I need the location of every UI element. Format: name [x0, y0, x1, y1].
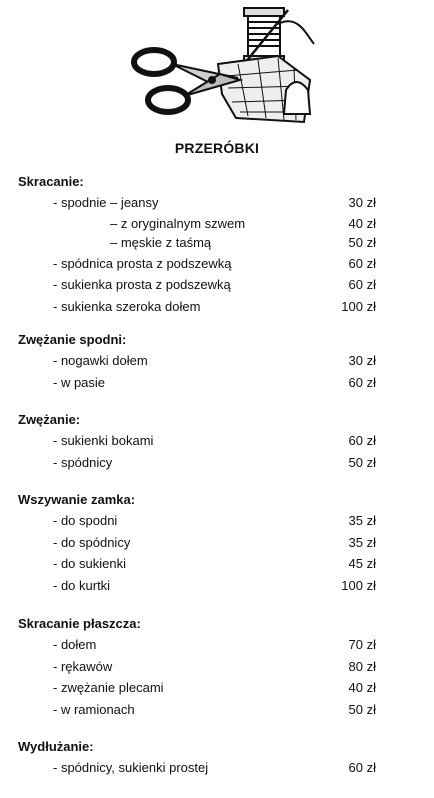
price-row	[18, 233, 388, 253]
service-label: - w pasie	[53, 374, 106, 390]
section-heading: Zwężanie spodni:	[18, 332, 127, 347]
service-price: 60 zł	[348, 433, 376, 448]
price-row	[18, 677, 388, 699]
section-zwezanie-spodni	[18, 330, 388, 393]
service-price: 50 zł	[348, 235, 376, 250]
price-row	[18, 274, 388, 296]
price-row	[18, 553, 388, 575]
service-price: 60 zł	[348, 760, 376, 775]
service-label: - do spodni	[53, 513, 118, 528]
service-label: – z oryginalnym szwem	[110, 215, 246, 231]
service-label: - w ramionach	[53, 701, 135, 717]
service-price: 60 zł	[348, 374, 376, 390]
service-label: - spódnica prosta z podszewką	[53, 255, 232, 271]
service-label: - spódnicy	[53, 454, 113, 470]
section-wydluzanie	[18, 737, 388, 779]
service-price: 40 zł	[348, 680, 376, 695]
service-label: - spódnicy, sukienki prostej	[53, 760, 209, 775]
service-label: - sukienki bokami	[53, 433, 154, 448]
service-label: - sukienka szeroka dołem	[53, 298, 201, 314]
price-row	[18, 214, 388, 234]
price-row	[18, 656, 388, 678]
service-price: 50 zł	[348, 701, 376, 717]
service-price: 60 zł	[348, 277, 376, 292]
service-label: - do spódnicy	[53, 534, 131, 550]
section-heading: Skracanie płaszcza:	[18, 616, 141, 631]
service-label: - spodnie – jeansy	[53, 195, 159, 210]
service-label: - do sukienki	[53, 556, 126, 571]
section-zwezanie	[18, 410, 388, 473]
service-label: - rękawów	[53, 658, 113, 674]
section-heading: Zwężanie:	[18, 412, 81, 427]
section-wszywanie-zamka	[18, 490, 388, 596]
service-price: 40 zł	[348, 215, 376, 231]
price-row	[18, 757, 388, 779]
section-heading: Wszywanie zamka:	[18, 492, 136, 507]
service-label: – męskie z taśmą	[110, 235, 212, 250]
price-row	[18, 350, 388, 372]
service-price: 30 zł	[348, 195, 376, 210]
price-row	[18, 372, 388, 394]
service-price: 30 zł	[348, 353, 376, 368]
service-label: - nogawki dołem	[53, 353, 148, 368]
section-heading: Wydłużanie:	[18, 739, 94, 754]
price-row	[18, 575, 388, 597]
service-price: 80 zł	[348, 658, 376, 674]
price-row	[18, 699, 388, 721]
section-skracanie-plaszcza	[18, 614, 388, 720]
price-row	[18, 452, 388, 474]
price-row	[18, 510, 388, 532]
price-row	[18, 296, 388, 318]
price-row	[18, 253, 388, 275]
price-row	[18, 634, 388, 656]
service-label: - zwężanie plecami	[53, 680, 164, 695]
service-price: 60 zł	[348, 255, 376, 271]
section-heading: Skracanie:	[18, 174, 84, 189]
service-price: 35 zł	[348, 513, 376, 528]
service-price: 35 zł	[348, 534, 376, 550]
page-title: PRZERÓBKI	[174, 140, 260, 156]
price-row	[18, 430, 388, 452]
service-label: - dołem	[53, 637, 97, 652]
sewing-scissors-illustration	[128, 4, 318, 128]
service-label: - do kurtki	[53, 577, 111, 593]
service-price: 50 zł	[348, 454, 376, 470]
service-price: 100 zł	[341, 577, 376, 593]
price-row	[18, 532, 388, 554]
service-price: 45 zł	[348, 556, 376, 571]
service-price: 100 zł	[341, 298, 376, 314]
price-row	[18, 192, 388, 214]
service-price: 70 zł	[348, 637, 376, 652]
service-label: - sukienka prosta z podszewką	[53, 277, 231, 292]
section-skracanie	[18, 172, 388, 317]
